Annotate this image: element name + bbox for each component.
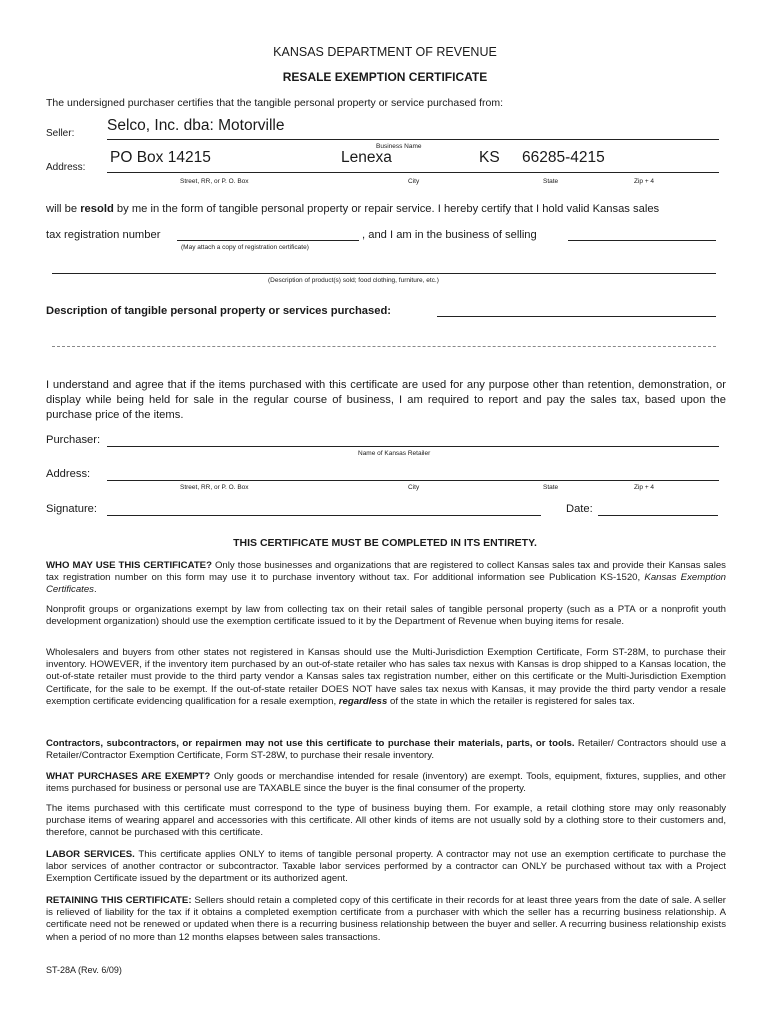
seller-street-value[interactable]: PO Box 14215 [110,149,211,166]
business-selling-field[interactable] [568,240,716,241]
purchaser-address-label: Address: [46,468,91,480]
purchaser-label: Purchaser: [46,434,101,446]
seller-name-line [107,139,719,140]
intro-text: The undersigned purchaser certifies that the tangible personal property or service purchased from: [46,97,503,109]
what-purchases-paragraph: WHAT PURCHASES ARE EXEMPT? Only goods or merchandise intended for resale (inventory) are exempt. Tools, equipment, fixtures, supplies, and other items purchased for business or personal use are TAXABLE since the buyer is the final consumer of the property. [46,771,726,795]
purchaser-street-caption: Street, RR, or P. O. Box [180,484,249,491]
seller-label: Seller: [46,128,75,139]
retaining-paragraph: RETAINING THIS CERTIFICATE: Sellers should retain a completed copy of this certificate in their records for at least three years from the date of sale. A seller is relieved of liability for the tax if it obtains a completed exemption certificate from a purchaser with which the seller has a recurring business relationship. A certificate need not be renewed or updated when there is a recurring business relationship between the buyer and seller. A recurring business relationship exists when a period of no more than 12 months elapses between sales transactions. [46,895,726,943]
purchaser-field[interactable] [107,446,719,447]
seller-zip-value[interactable]: 66285-4215 [522,149,605,166]
completion-notice: THIS CERTIFICATE MUST BE COMPLETED IN ITS ENTIRETY. [233,537,537,549]
agency-name: KANSAS DEPARTMENT OF REVENUE [273,45,497,59]
business-name-caption: Business Name [376,143,422,150]
resold-statement: will be resold by me in the form of tangible personal property or repair service. I hereby certify that I hold valid Kansas sales [46,203,660,215]
contractors-paragraph: Contractors, subcontractors, or repairmen may not use this certificate to purchase their materials, parts, or tools. Retailer/ Contractors should use a Retailer/Contractor Exemption Certificate, Form ST-28W, to purchase their resale inventory. [46,738,726,762]
purchaser-zip-caption: Zip + 4 [634,484,655,491]
form-title: RESALE EXEMPTION CERTIFICATE [282,70,488,84]
purchaser-address-field[interactable] [107,480,719,481]
items-correspond-paragraph: The items purchased with this certificate must correspond to the type of business buying them. For example, a retail clothing store may only reasonably purchase items of wearing apparel and accessories with this certificate. All other kinds of items are not usually sold by a clothing store to their customers and, therefore, cannot be purchased with this certificate. [46,803,726,839]
seller-state-value[interactable]: KS [479,149,500,166]
tax-registration-field[interactable] [177,240,359,241]
seller-name-value[interactable]: Selco, Inc. dba: Motorville [107,117,285,134]
description-field[interactable] [437,316,716,317]
seller-address-label: Address: [46,162,86,173]
products-caption: (Description of product(s) sold; food clothing, furniture, etc.) [268,277,439,284]
wholesalers-paragraph: Wholesalers and buyers from other states not registered in Kansas should use the Multi-Jurisdiction Exemption Certificate, Form ST-28M, to purchase their inventory. HOWEVER, if the inventory item purchased by an out-of-state retailer who has sales tax nexus with Kansas is drop shipped to a Kansas location, the out-of-state retailer must provide to the third party vendor a Kansas sales tax registration number, either on this certificate or the Multi-Jurisdiction Exemption Certificate, for the sale to be exempt. If the out-of-state retailer DOES NOT have sales tax nexus with Kansas, it may provide the third party vendor a resale exemption certificate evidencing qualification for a resale exemption, regardless of the state in which the retailer is registered for sales tax. [46,647,726,707]
tax-registration-label: tax registration number [46,229,161,241]
description-continuation-line[interactable] [52,346,716,347]
purchaser-city-caption: City [408,484,420,491]
date-field[interactable] [598,515,718,516]
registration-caption: (May attach a copy of registration certificate) [181,244,309,251]
state-caption: State [543,178,559,185]
zip-caption: Zip + 4 [634,178,655,185]
business-selling-label: , and I am in the business of selling [362,229,537,241]
labor-services-paragraph: LABOR SERVICES. This certificate applies ONLY to items of tangible personal property. A contractor may not use an exemption certificate to purchase the labor services of another contractor or subcontractor. Taxable labor services performed by a contractor can ONLY be purchased without tax with a Project Exemption Certificate issued by the department or its authorized agent. [46,849,726,885]
purchaser-state-caption: State [543,484,559,491]
signature-field[interactable] [107,515,541,516]
city-caption: City [408,178,420,185]
seller-city-value[interactable]: Lenexa [341,149,392,166]
signature-label: Signature: [46,503,97,515]
date-label: Date: [566,503,593,515]
seller-address-line [107,172,719,173]
agreement-paragraph: I understand and agree that if the items purchased with this certificate are used for any purpose other than retention, demonstration, or display while being held for sale in the regular course of business, I am required to report and pay the sales tax, based upon the purchase price of the items. [46,379,726,421]
street-caption: Street, RR, or P. O. Box [180,178,249,185]
who-may-use-paragraph: WHO MAY USE THIS CERTIFICATE? Only those businesses and organizations that are registered to collect Kansas sales tax and provide their Kansas sales tax registration number on this form may use it to purchase inventory without tax. For additional information see Publication KS-1520, Kansas Exemption Certificates. [46,560,726,596]
nonprofit-paragraph: Nonprofit groups or organizations exempt by law from collecting tax on their retail sales of tangible personal property (such as a PTA or a nonprofit youth development organization) should use the exemption certificate issued to it by the Department of Revenue when buying items for resale. [46,604,726,628]
retailer-name-caption: Name of Kansas Retailer [358,450,431,457]
description-label: Description of tangible personal property or services purchased: [46,305,392,317]
products-sold-field[interactable] [52,273,716,274]
form-number: ST-28A (Rev. 6/09) [46,965,122,975]
